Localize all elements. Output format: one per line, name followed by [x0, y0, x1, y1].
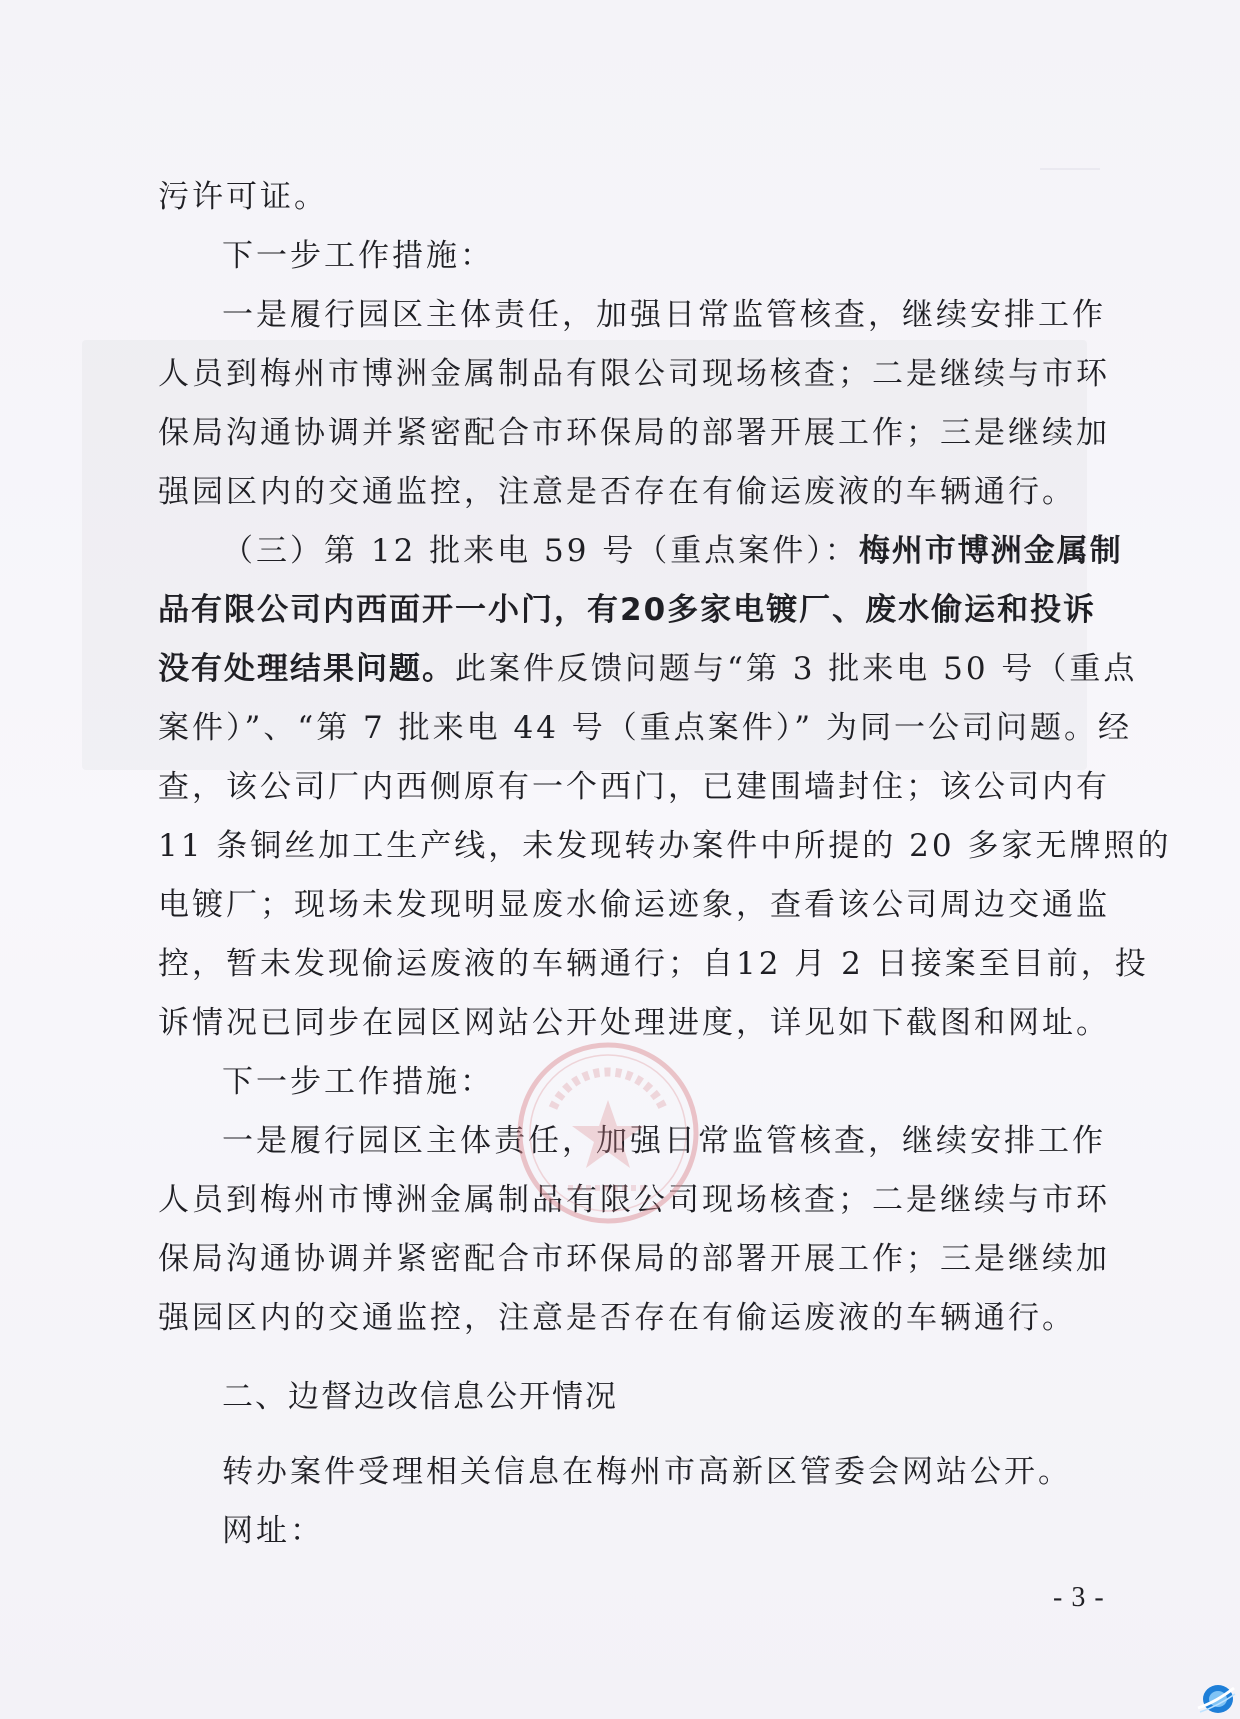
- paragraph-line: 污许可证。: [158, 179, 328, 215]
- case-3-text: 此案件反馈问题与“第 3 批来电 50 号（重点: [455, 651, 1138, 687]
- paragraph-line: 控，暂未发现偷运废液的车辆通行；自12 月 2 日接案至目前，投: [158, 946, 1149, 982]
- paragraph-line: 一是履行园区主体责任，加强日常监管核查，继续安排工作: [222, 1123, 1106, 1159]
- paragraph-line: 查，该公司厂内西侧原有一个西门，已建围墙封住；该公司内有: [158, 769, 1110, 805]
- paragraph-line: 人员到梅州市博洲金属制品有限公司现场核查；二是继续与市环: [158, 356, 1110, 392]
- paragraph-line: 保局沟通协调并紧密配合市环保局的部署开展工作；三是继续加: [158, 1241, 1110, 1277]
- page-number: - 3 -: [1053, 1582, 1105, 1613]
- case-3-title-line: [158, 522, 1123, 581]
- case-3-prefix: （三）第 12 批来电 59 号（重点案件）：: [222, 533, 859, 569]
- paragraph-line: 转办案件受理相关信息在梅州市高新区管委会网站公开。: [222, 1454, 1072, 1490]
- paragraph-line: 一是履行园区主体责任，加强日常监管核查，继续安排工作: [222, 297, 1106, 333]
- official-seal-icon: [513, 1038, 703, 1228]
- paragraph-line: 案件）”、“第 7 批来电 44 号（重点案件）” 为同一公司问题。经: [158, 710, 1132, 746]
- next-steps-heading: 下一步工作措施：: [222, 238, 494, 274]
- paragraph-line: 电镀厂；现场未发现明显废水偷运迹象，查看该公司周边交通监: [158, 887, 1110, 923]
- paragraph-line: 诉情况已同步在园区网站公开处理进度，详见如下截图和网址。: [158, 1005, 1110, 1041]
- paragraph-line: 强园区内的交通监控，注意是否存在有偷运废液的车辆通行。: [158, 1300, 1076, 1336]
- paragraph-line: 网址：: [222, 1513, 324, 1549]
- paragraph-line: 11 条铜丝加工生产线，未发现转办案件中所提的 20 多家无牌照的: [158, 828, 1172, 864]
- case-3-bold-text: 没有处理结果问题。: [158, 651, 455, 687]
- paragraph-line: 强园区内的交通监控，注意是否存在有偷运废液的车辆通行。: [158, 474, 1076, 510]
- case-3-bold-line: 品有限公司内西面开一小门，有20多家电镀厂、废水偷运和投诉: [158, 592, 1097, 628]
- paragraph-line: 人员到梅州市博洲金属制品有限公司现场核查；二是继续与市环: [158, 1182, 1110, 1218]
- section-heading: 二、边督边改信息公开情况: [222, 1379, 618, 1415]
- case-3-mixed-line: [158, 640, 1138, 699]
- next-steps-heading: 下一步工作措施：: [222, 1064, 494, 1100]
- paragraph-line: 保局沟通协调并紧密配合市环保局的部署开展工作；三是继续加: [158, 415, 1110, 451]
- document-body: [158, 168, 1172, 1561]
- app-logo-icon: [1196, 1682, 1236, 1716]
- case-3-bold-text: 梅州市博洲金属制: [858, 533, 1123, 569]
